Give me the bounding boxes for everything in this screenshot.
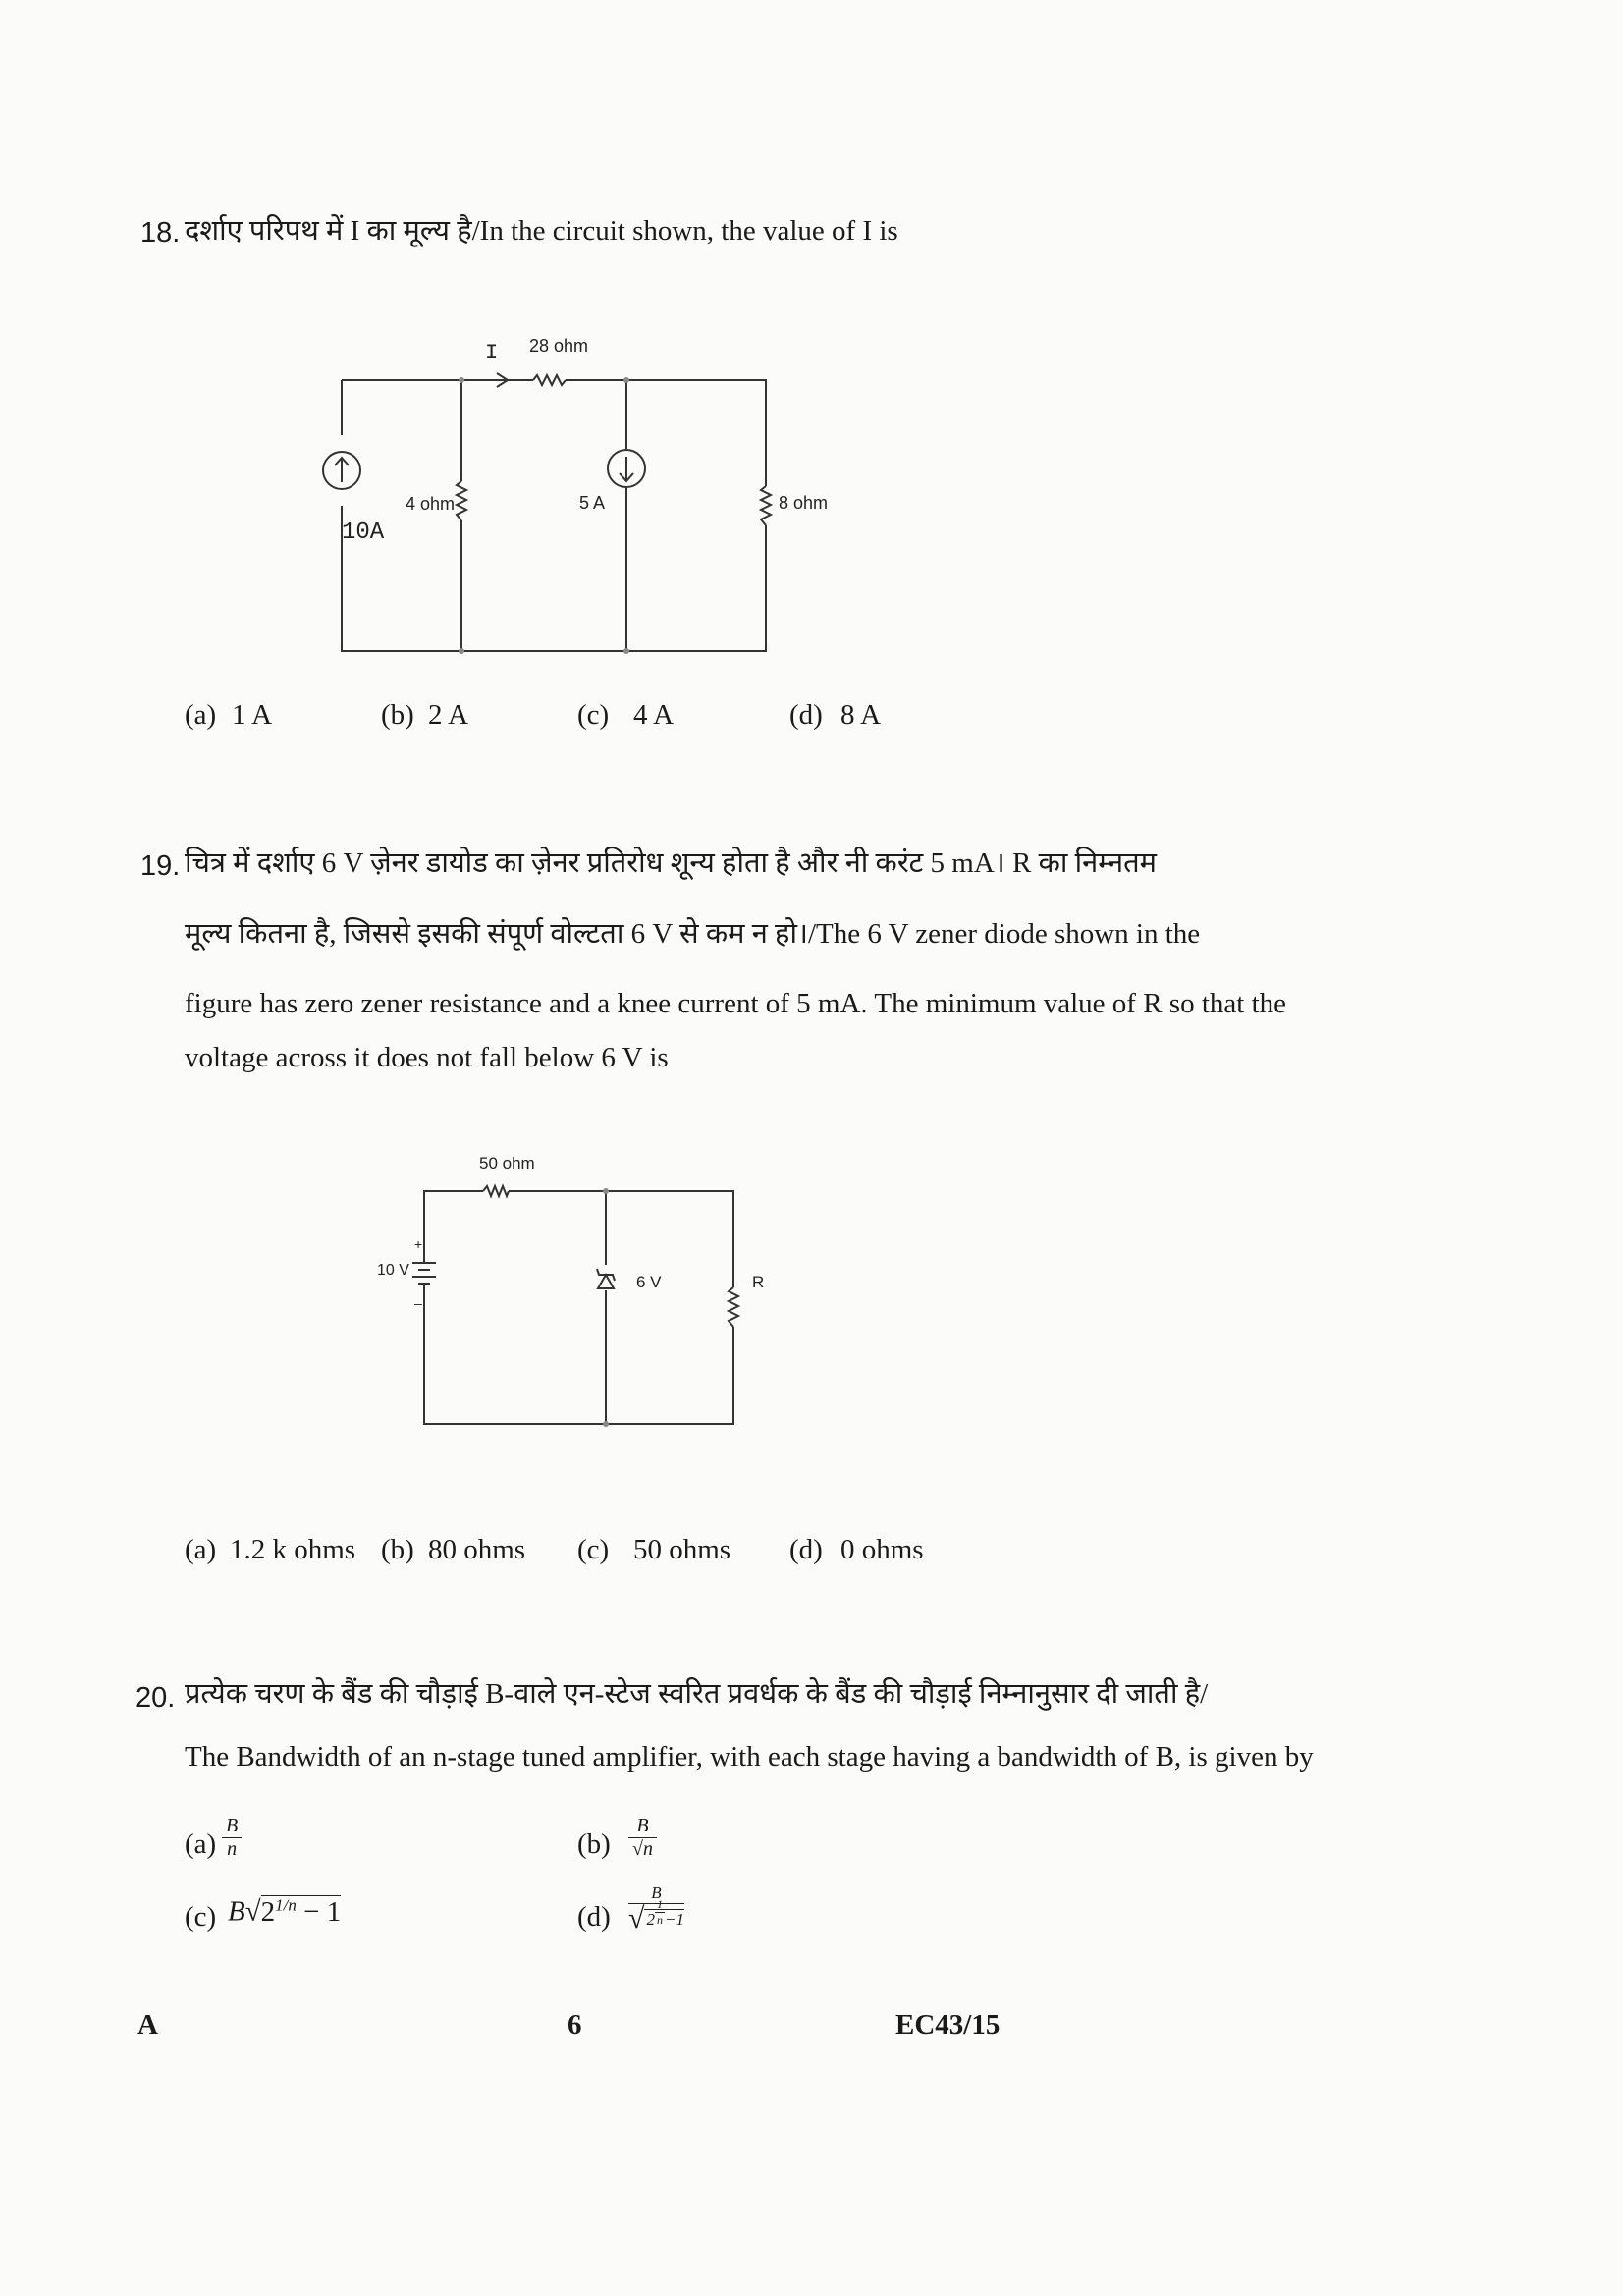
q19-zener-label: 6 V [636,1273,662,1291]
q18-resistor-28 [533,375,566,385]
q19-option-b-value: 80 ohms [428,1534,526,1565]
q18-r-shunt1-label: 4 ohm [406,494,456,514]
q20-option-d-num: B [628,1884,684,1904]
q18-number: 18. [140,217,181,248]
q19-line4: voltage across it does not fall below 6 V is [185,1042,669,1073]
q20-option-b-formula [628,1815,657,1861]
q19-option-c-value: 50 ohms [633,1534,731,1565]
q19-line1: चित्र में दर्शाए 6 V ज़ेनर डायोड का ज़ेनर प्रतिरोध शून्य होता है और नी करंट 5 mA। R का निम्नतम [185,847,1158,879]
q19-option-a-value: 1.2 k ohms [230,1534,356,1565]
q19-zener-diode [598,1275,614,1288]
q18-text: दर्शाए परिपथ में I का मूल्य है/In the circuit shown, the value of I is [185,215,898,246]
q20-option-d-inner-tail: −1 [664,1909,684,1929]
q20-option-b-num: B [628,1815,657,1838]
q19-option-a-label: (a) [185,1534,217,1565]
q18-r-shunt2-label: 8 ohm [779,493,829,513]
q20-option-c-base: 2 [260,1895,276,1928]
q20-option-d-inner-den: n [656,1913,663,1927]
q20-option-c-formula: $B√2^{1/n} - 1$ [228,1895,342,1928]
q18-resistor-4 [457,481,466,520]
q19-resistor-50 [483,1186,509,1196]
q18-source1-label: 10A [342,519,385,546]
q18-source2-label: 5 A [579,493,606,513]
q20-line2: The Bandwidth of an n-stage tuned amplifier, with each stage having a bandwidth of B, is given by [185,1741,1314,1773]
q20-option-d-inner-num: 1 [656,1897,663,1911]
q18-option-c-label: (c) [577,699,610,731]
q18-option-a-label: (a) [185,699,217,731]
q20-option-d-formula: B √ 2 $\frac{1}{n}$ −1 [628,1884,684,1935]
q18-current-label: I [485,341,499,365]
q18-circuit [314,319,844,658]
q20-option-b-label: (b) [577,1829,611,1860]
q18-option-b-label: (b) [381,699,414,731]
q20-option-a-num: B [222,1815,242,1838]
q20-option-c-exp: 1/n [275,1895,297,1914]
q19-resistor-r [729,1287,738,1327]
q18-option-b-value: 2 A [428,699,469,731]
page-number: 6 [568,2009,582,2041]
q20-number: 20. [135,1682,176,1714]
q19-r-series-label: 50 ohm [479,1154,535,1173]
q19-option-c-label: (c) [577,1534,610,1565]
q19-load-label: R [752,1273,765,1291]
paper-code: EC43/15 [895,2009,1001,2041]
q20-option-a-formula [222,1815,242,1861]
q18-option-c-value: 4 A [633,699,675,731]
q18-r-series-label: 28 ohm [529,336,589,355]
q18-resistor-8 [761,486,771,525]
q19-minus-label: – [414,1295,422,1311]
q19-option-b-label: (b) [381,1534,414,1565]
q19-number: 19. [140,850,181,882]
q19-line3: figure has zero zener resistance and a knee current of 5 mA. The minimum value of R so that the [185,988,1287,1019]
q20-option-a-label: (a) [185,1829,217,1860]
q19-plus-label: + [414,1236,423,1252]
q18-option-d-label: (d) [789,699,823,731]
q19-source-label: 10 V [377,1262,409,1279]
q19-circuit [373,1147,785,1442]
q20-option-a-den: n [227,1838,238,1860]
q20-option-d-label: (d) [577,1901,611,1933]
q20-option-b-den: √n [632,1838,653,1860]
q20-option-c-label: (c) [185,1901,217,1933]
q19-option-d-value: 0 ohms [840,1534,924,1565]
q20-line1: प्रत्येक चरण के बैंड की चौड़ाई B-वाले एन-स्टेज स्वरित प्रवर्धक के बैंड की चौड़ाई निम्नानुसार दी जाती है/ [185,1678,1209,1710]
set-code: A [137,2009,158,2041]
q18-option-a-value: 1 A [232,699,273,731]
q20-option-c-pre: B [228,1895,245,1928]
q20-option-c-tail: − 1 [296,1895,342,1928]
q19-line2: मूल्य कितना है, जिससे इसकी संपूर्ण वोल्टता 6 V से कम न हो।/The 6 V zener diode shown in the [185,918,1201,950]
q19-option-d-label: (d) [789,1534,823,1565]
q18-option-d-value: 8 A [840,699,882,731]
